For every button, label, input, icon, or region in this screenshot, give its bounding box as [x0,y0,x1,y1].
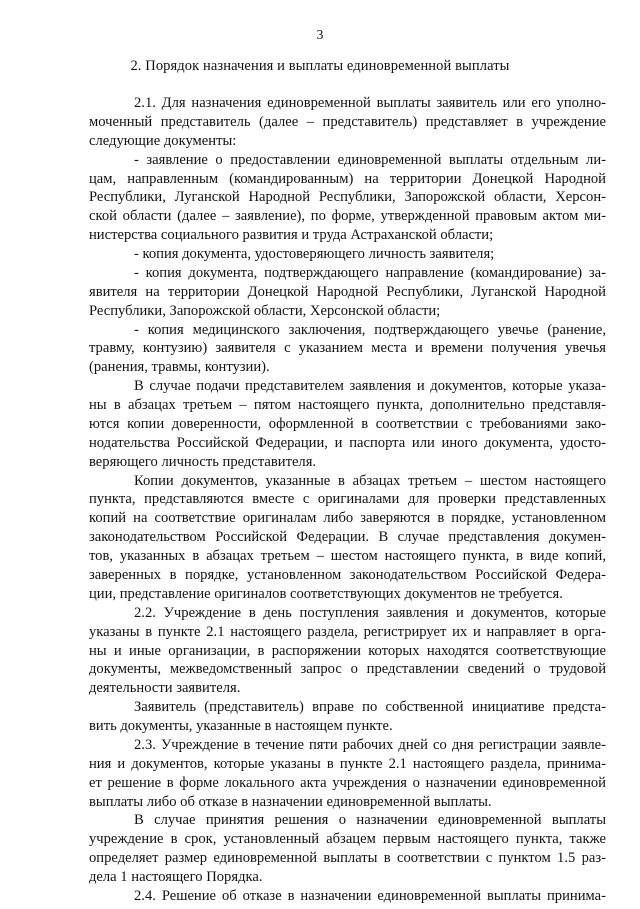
page-number: 3 [316,27,324,42]
text-line: дела 1 настоящего Порядка. [89,869,263,886]
text-line: ской области (далее – заявление), по форме, утвержденной правовым актом ми- [89,208,606,225]
text-line: 2.1. Для назначения единовременной выплаты заявитель или его уполно- [134,95,606,111]
text-line: (ранения, травмы, контузии). [89,359,270,376]
text-line: - копия документа, подтверждающего направление (командирование) за- [134,264,606,281]
text-line: деятельности заявителя. [89,680,241,697]
text-line: ны и иные организации, в распоряжении которых находятся соответствующие [89,642,606,659]
text-line: ции, представление оригиналов соответствующих документов не требуется. [89,585,563,602]
text-line: Республики, Запорожской области, Херсонской области; [89,302,441,319]
text-line: - копия медицинского заключения, подтверждающего увечье (ранение, [134,321,606,338]
text-line: 2.2. Учреждение в день поступления заявления и документов, которые [134,604,606,621]
text-line: - копия документа, удостоверяющего личность заявителя; [134,246,495,263]
text-line: явителя на территории Донецкой Народной Республики, Луганской Народной [89,283,606,300]
text-line: Копии документов, указанные в абзацах третьем – шестом настоящего [134,472,606,489]
text-line: выплаты либо об отказе в назначении единовременной выплаты. [89,793,492,810]
text-line: заверенных в порядке, установленном законодательством Российской Федера- [89,567,606,583]
text-line: нистерства социального развития и труда Астраханской области; [89,227,494,244]
text-line: 2.4. Решение об отказе в назначении единовременной выплаты принима- [134,887,606,904]
text-line: копий на соответствие оригиналам либо заверяются в порядке, установленном [89,510,606,527]
text-line: вить документы, указанные в настоящем пункте. [89,718,393,735]
text-line: учреждение в срок, установленный абзацем первым настоящего пункта, также [89,831,606,848]
text-line: ния и документов, которые указаны в пункте 2.1 настоящего раздела, принима- [89,755,606,772]
text-line: указаны в пункте 2.1 настоящего раздела, регистрирует их и направляет в орга- [89,623,606,640]
text-line: В случае подачи представителем заявления и документов, которые указа- [134,378,606,395]
text-line: Заявитель (представитель) вправе по собственной инициативе предста- [134,699,606,716]
text-line: пункта, представляются вместе с оригиналами для проверки представленных [89,491,606,508]
text-line: 2.3. Учреждение в течение пяти рабочих дней со дня регистрации заявле- [134,736,606,753]
text-line: травму, контузию) заявителя с указанием места и времени получения увечья [89,340,606,357]
text-line: тов, указанных в абзацах третьем – шестом настоящего пункта, в виде копий, [89,548,606,565]
text-line: документы, межведомственный запрос о представлении сведений о трудовой [89,661,606,678]
text-line: ются копии доверенности, оформленной в соответствии с требованиями зако- [89,415,606,432]
section-heading: 2. Порядок назначения и выплаты единовременной выплаты [130,58,510,74]
text-line: моченный представитель (далее – представитель) представляет в учреждение [89,113,606,130]
text-line: веряющего личность представителя. [89,453,317,470]
text-line: определяет размер единовременной выплаты в соответствии с пунктом 1.5 раз- [89,850,606,867]
text-line: ет решение в форме локального акта учреждения о назначении единовременной [89,774,606,791]
text-line: ны в абзацах третьем – пятом настоящего пункта, дополнительно представля- [89,397,606,414]
text-line: Республики, Луганской Народной Республики, Запорожской области, Херсон- [89,189,606,206]
text-line: - заявление о предоставлении единовременной выплаты отдельным ли- [134,151,606,168]
text-line: законодательством Российской Федерации. В случае представления докумен- [89,529,606,546]
text-line: В случае принятия решения о назначении единовременной выплаты [134,812,606,829]
text-line: цам, направленным (командированным) на территории Донецкой Народной [89,170,606,187]
text-line: нодательства Российской Федерации, и паспорта или иного документа, удосто- [89,434,606,451]
text-line: следующие документы: [89,132,237,149]
